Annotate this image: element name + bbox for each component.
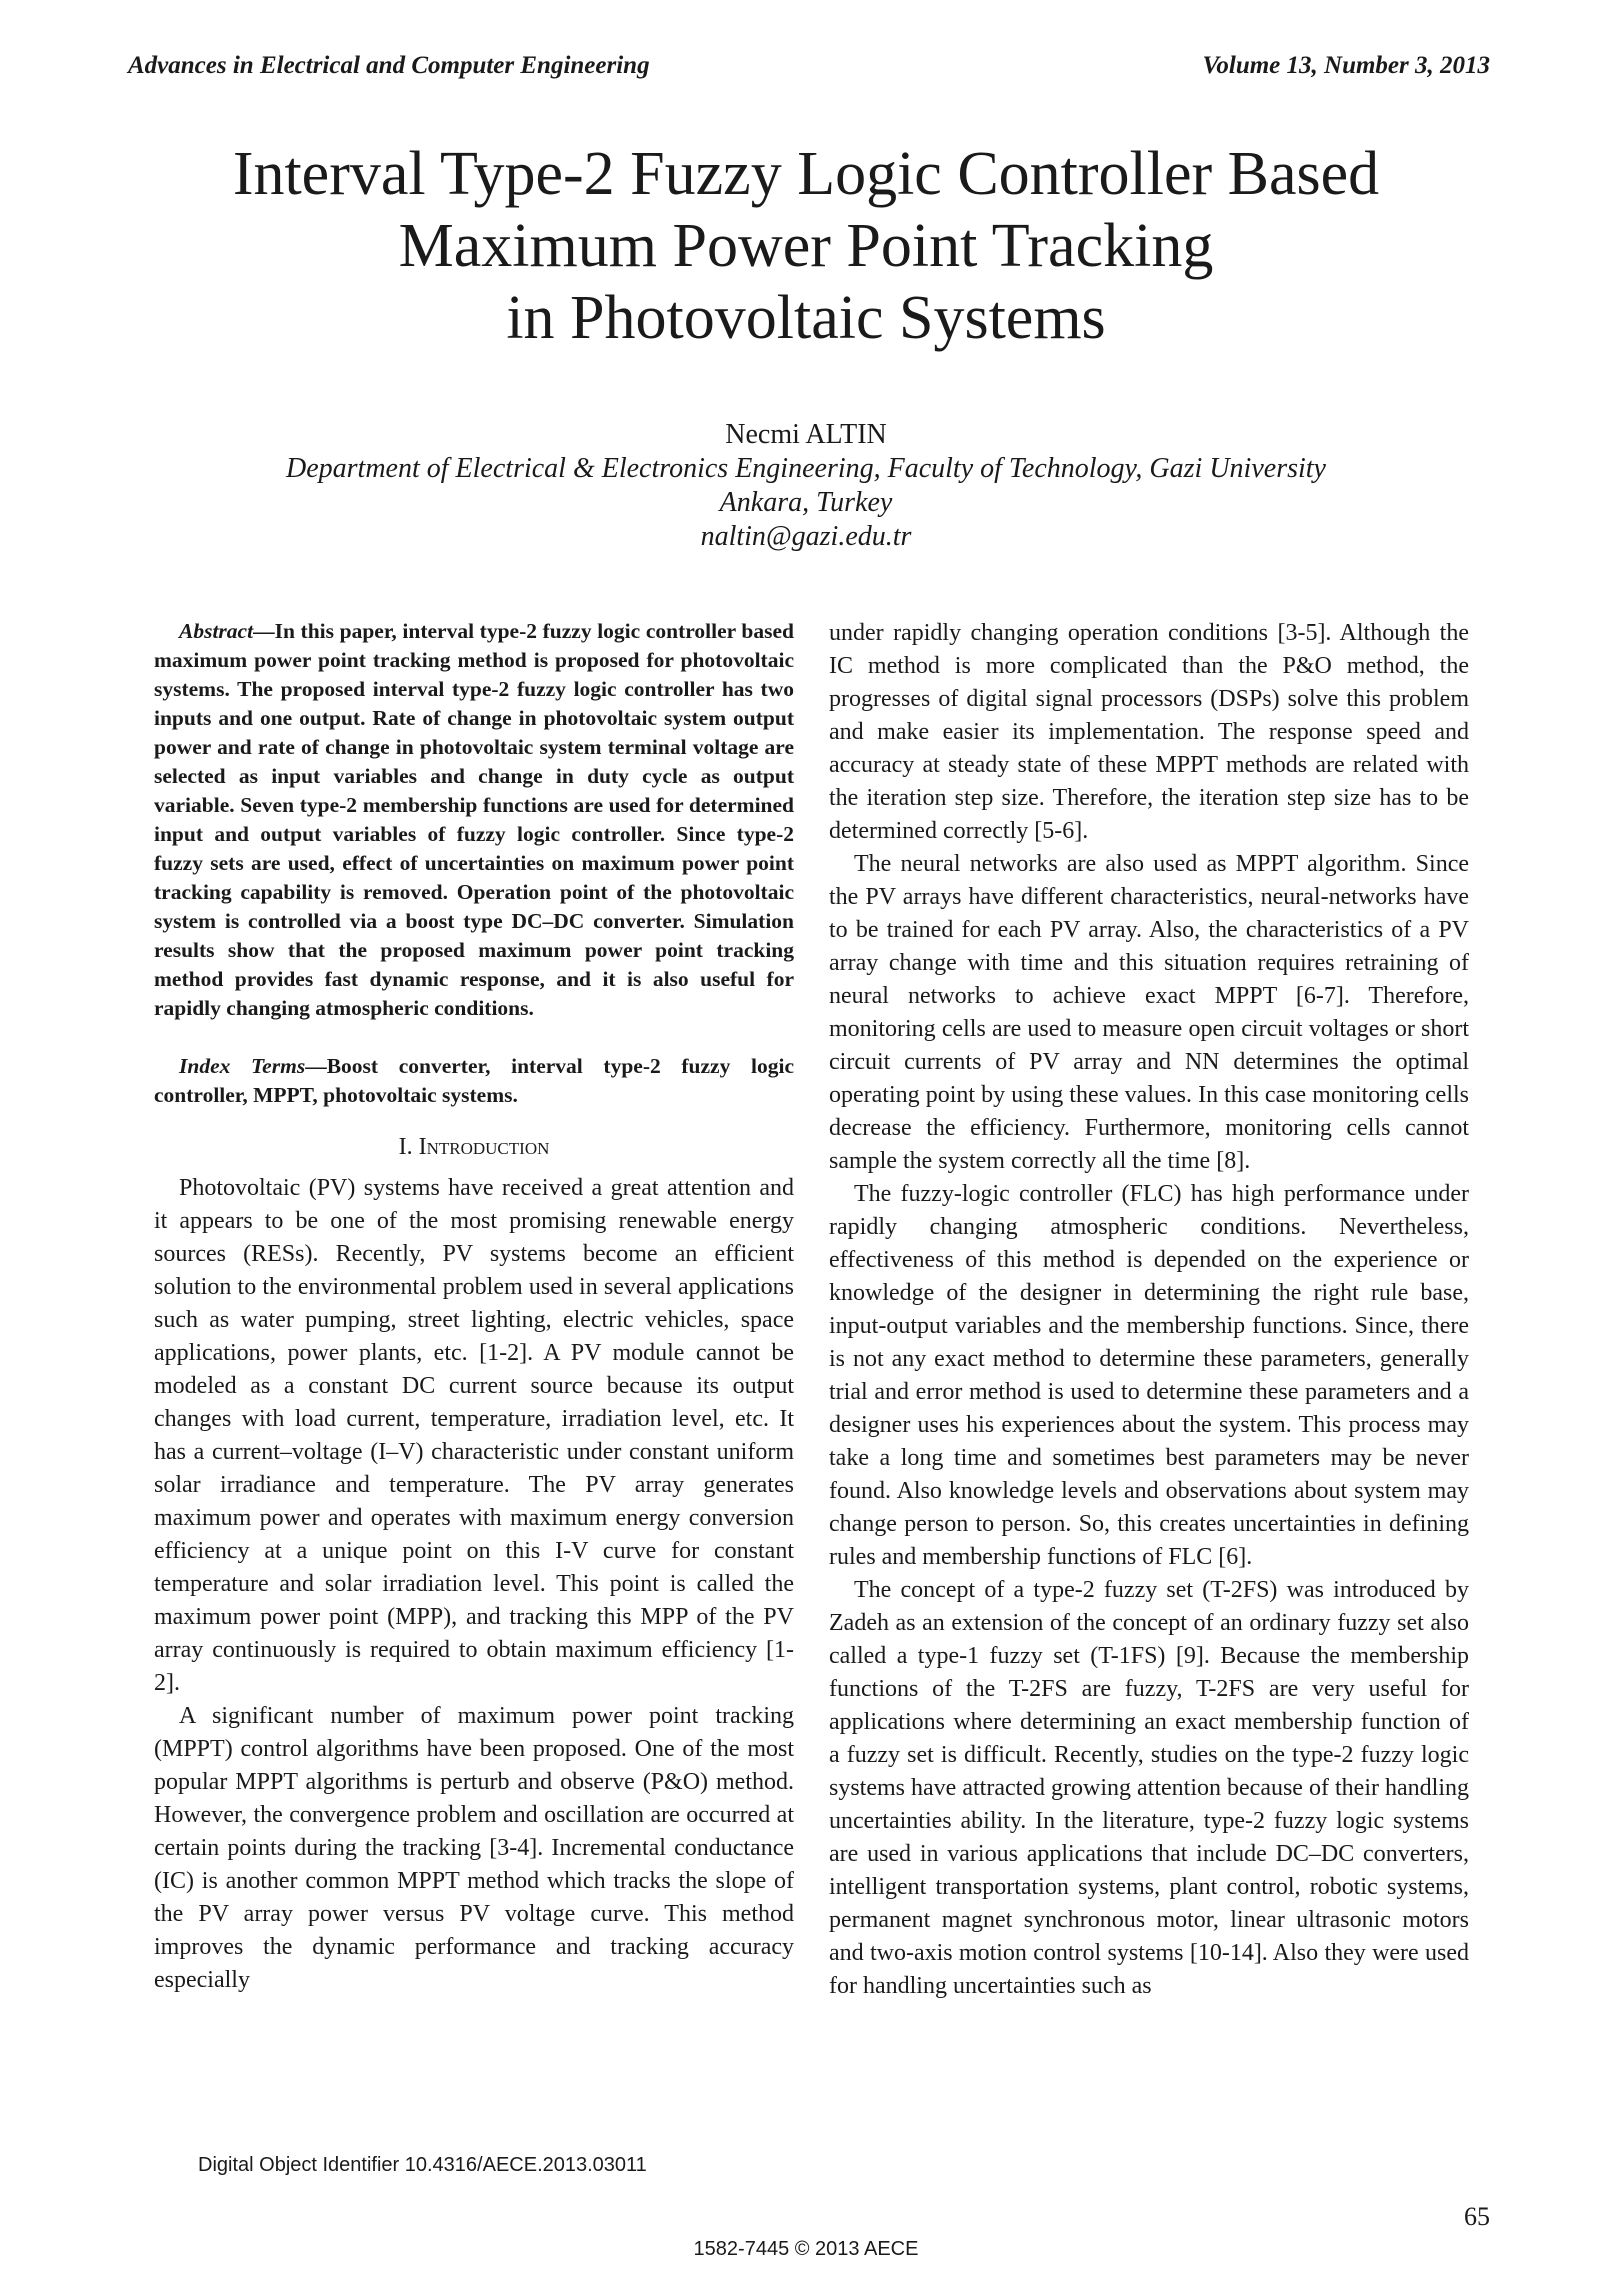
title-line-3: in Photovoltaic Systems xyxy=(506,284,1106,352)
index-terms-label: Index Terms xyxy=(179,1054,306,1078)
left-column xyxy=(154,617,794,1997)
journal-name: Advances in Electrical and Computer Engineering xyxy=(128,52,650,79)
author-affiliation: Department of Electrical & Electronics Engineering, Faculty of Technology, Gazi University xyxy=(286,453,1326,484)
section-heading-introduction xyxy=(154,1132,794,1162)
paragraph: The neural networks are also used as MPPT algorithm. Since the PV arrays have different characteristics, neural-networks have to be trained for each PV array. Also, the characteristics of a PV array change with time and this situation requires retraining of neural networks to achieve exact MPPT [6-7]. Therefore, monitoring cells are used to measure open circuit voltages or short circuit currents of PV array and NN determines the optimal operating point by using these values. In this case monitoring cells decrease the efficiency. Furthermore, monitoring cells cannot sample the system correctly all the time [8]. xyxy=(829,851,1469,1174)
paper-title xyxy=(130,138,1482,354)
volume-info: Volume 13, Number 3, 2013 xyxy=(1202,52,1490,79)
paragraph: The concept of a type-2 fuzzy set (T-2FS) was introduced by Zadeh as an extension of the concept of an ordinary fuzzy set also called a type-1 fuzzy set (T-1FS) [9]. Because the membership functions of the T-2FS are fuzzy, T-2FS are very useful for applications where determining an exact membership function of a fuzzy set is difficult. Recently, studies on the type-2 fuzzy logic systems have attracted growing attention because of their handling uncertainties ability. In the literature, type-2 fuzzy logic systems are used in various applications that include DC–DC converters, intelligent transportation systems, plant control, robotic systems, permanent magnet synchronous motor, linear ultrasonic motors and two-axis motion control systems [10-14]. Also they were used for handling uncertainties such as xyxy=(829,1577,1469,1999)
section-title: Introduction xyxy=(418,1134,550,1160)
abstract-label: Abstract xyxy=(179,619,254,643)
page-number: 65 xyxy=(1464,2202,1490,2231)
index-terms xyxy=(154,1052,794,1110)
abstract-text: —In this paper, interval type-2 fuzzy logic controller based maximum power point tracking method is proposed for photovoltaic systems. The proposed interval type-2 fuzzy logic controller has two inputs and one output. Rate of change in photovoltaic system output power and rate of change in photovoltaic system terminal voltage are selected as input variables and change in duty cycle as output variable. Seven type-2 membership functions are used for determined input and output variables of fuzzy logic controller. Since type-2 fuzzy sets are used, effect of uncertainties on maximum power point tracking capability is removed. Operation point of the photovoltaic system is controlled via a boost type DC–DC converter. Simulation results show that the proposed maximum power point tracking method provides fast dynamic response, and it is also useful for rapidly changing atmospheric conditions. xyxy=(154,619,794,1020)
copyright-line: 1582-7445 © 2013 AECE xyxy=(693,2238,919,2260)
author-block xyxy=(130,418,1482,554)
index-terms-text: —Boost converter, interval type-2 fuzzy logic controller, MPPT, photovoltaic systems. xyxy=(154,1054,794,1107)
right-column xyxy=(829,617,1469,2003)
title-line-2: Maximum Power Point Tracking xyxy=(398,212,1214,280)
running-header xyxy=(128,52,1490,84)
doi-footnote: Digital Object Identifier 10.4316/AECE.2013.03011 xyxy=(198,2154,647,2176)
section-number: I. xyxy=(398,1134,413,1160)
paragraph: A significant number of maximum power point tracking (MPPT) control algorithms have been proposed. One of the most popular MPPT algorithms is perturb and observe (P&O) method. However, the convergence problem and oscillation are occurred at certain points during the tracking [3-4]. Incremental conductance (IC) is another common MPPT method which tracks the slope of the PV array power versus PV voltage curve. This method improves the dynamic performance and tracking accuracy especially xyxy=(154,1703,794,1993)
author-email: naltin@gazi.edu.tr xyxy=(700,521,912,552)
paragraph: Photovoltaic (PV) systems have received a great attention and it appears to be one of the most promising renewable energy sources (RESs). Recently, PV systems become an efficient solution to the environmental problem used in several applications such as water pumping, street lighting, electric vehicles, space applications, power plants, etc. [1-2]. A PV module cannot be modeled as a constant DC current source because its output changes with load current, temperature, irradiation level, etc. It has a current–voltage (I–V) characteristic under constant uniform solar irradiance and temperature. The PV array generates maximum power and operates with maximum energy conversion efficiency at a unique point on this I-V curve for constant temperature and solar irradiation level. This point is called the maximum power point (MPP), and tracking this MPP of the PV array continuously is required to obtain maximum efficiency [1-2]. xyxy=(154,1175,794,1696)
paragraph-continued: under rapidly changing operation conditions [3-5]. Although the IC method is more complicated than the P&O method, the progresses of digital signal processors (DSPs) solve this problem and make easier its implementation. The response speed and accuracy at steady state of these MPPT methods are related with the iteration step size. Therefore, the iteration step size has to be determined correctly [5-6]. xyxy=(829,620,1469,844)
author-city: Ankara, Turkey xyxy=(719,487,893,518)
abstract xyxy=(154,617,794,1023)
paragraph: The fuzzy-logic controller (FLC) has high performance under rapidly changing atmospheric conditions. Nevertheless, effectiveness of this method is depended on the experience or knowledge of the designer in determining the right rule base, input-output variables and the membership functions. Since, there is not any exact method to determine these parameters, generally trial and error method is used to determine these parameters and a designer uses his experiences about the system. This process may take a long time and sometimes best parameters may be never found. Also knowledge levels and observations about system may change person to person. So, this creates uncertainties in defining rules and membership functions of FLC [6]. xyxy=(829,1181,1469,1570)
title-line-1: Interval Type-2 Fuzzy Logic Controller Based xyxy=(232,140,1380,208)
author-name: Necmi ALTIN xyxy=(725,419,887,450)
